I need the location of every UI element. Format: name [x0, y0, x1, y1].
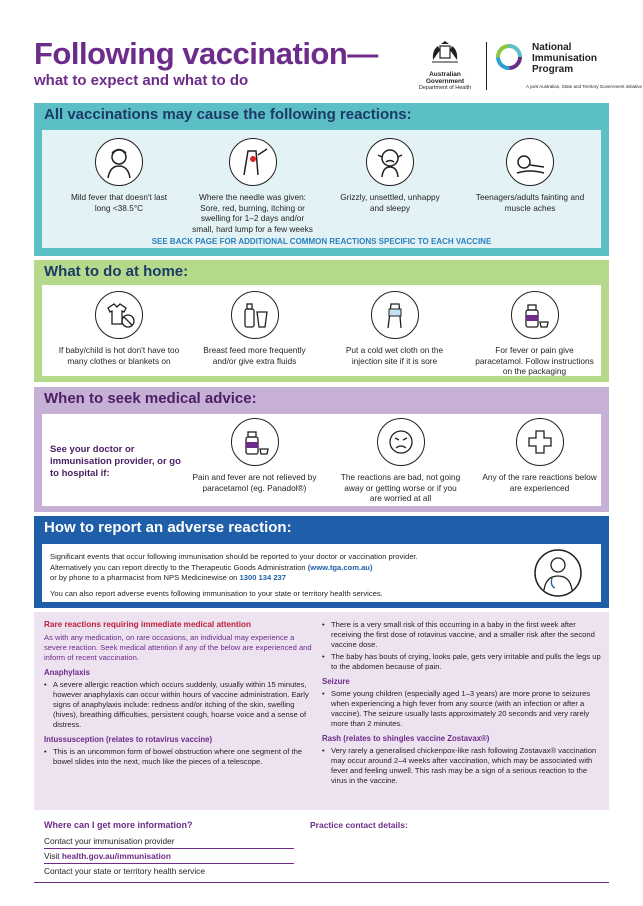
page-title: Following vaccination— — [34, 36, 378, 71]
logo-divider — [486, 42, 487, 90]
clothes-icon — [95, 291, 143, 339]
rule — [44, 863, 294, 864]
doctor-icon — [533, 548, 583, 598]
home-item: If baby/child is hot don't have too many clothes or blankets on — [54, 291, 184, 366]
bottom-rule — [34, 882, 609, 883]
rash-title: Rash (relates to shingles vaccine Zostavax®) — [322, 734, 490, 743]
crying-baby-icon — [366, 138, 414, 186]
back-page-note: SEE BACK PAGE FOR ADDITIONAL COMMON REACTIONS SPECIFIC TO EACH VACCINE — [151, 237, 492, 246]
rash-text: • Very rarely a generalised chickenpox-like rash following Zostavax® vaccination may occur around 2–4 weeks after vaccination, which may be associated with fever and feeling unwell. This rash may be a sign of a serious reaction to the virus in the vaccine. — [322, 746, 602, 786]
rare-heading: Rare reactions requiring immediate medical attention — [44, 620, 252, 629]
home-item: For fever or pain give paracetamol. Follow instructions on the packaging — [472, 291, 597, 377]
home-item: Breast feed more frequently and/or give extra fluids — [192, 291, 317, 366]
reaction-item: Mild fever that doesn't last long <38.5°C — [64, 138, 174, 213]
seizure-title: Seizure — [322, 677, 350, 686]
rule — [44, 848, 294, 849]
nip-name: National Immunisation Program — [532, 42, 598, 75]
page-header — [34, 36, 642, 98]
reactions-heading: All vaccinations may cause the following reactions: — [44, 106, 412, 123]
australian-government-logo — [410, 40, 480, 91]
report-panel — [34, 516, 609, 608]
tga-link[interactable]: (www.tga.com.au) — [307, 562, 373, 572]
medical-item: Pain and fever are not relieved by paracetamol (eg. Panadol®) — [192, 418, 317, 493]
rare-left-column — [44, 620, 314, 769]
reactions-panel — [34, 103, 609, 256]
medical-heading: When to seek medical advice: — [44, 390, 257, 407]
info-line-provider: Contact your immunisation provider — [44, 836, 175, 846]
intussusception-title: Intussusception (relates to rotavirus vaccine) — [44, 735, 213, 744]
anaphylaxis-text: • A severe allergic reaction which occurs suddenly, usually within 15 minutes, however anaphylaxis can occur within hours of vaccine administration. Early signs of anaphylaxis include: redness and/or itching of the skin, swelling (hives), breathing difficulties, persistent cough, hoarse voice and a sense of distress. — [44, 680, 314, 730]
medicine-icon — [511, 291, 559, 339]
gov-dept: Department of Health — [418, 85, 472, 91]
report-text: Significant events that occur following immunisation should be reported to your doctor or vaccination provider. Alternatively you can report directly to the Therapeutic Goods Administration (www.tga.com.au) or by phone to a pharmacist from NPS Medicinewise on 1300 134 237 You can also report adverse events following immunisation to your state or territory health services. — [50, 552, 418, 598]
practice-contact-label: Practice contact details: — [310, 820, 408, 830]
see-doctor-text: See your doctor or immunisation provider, or go to hospital if: — [50, 444, 181, 479]
medical-panel — [34, 387, 609, 512]
rare-reactions-section — [34, 612, 609, 810]
reaction-item: Where the needle was given: Sore, red, burning, itching or swelling for 1–2 days and/or small, hard lump for a few weeks — [190, 138, 315, 234]
rare-right-column — [322, 620, 602, 788]
home-panel — [34, 260, 609, 382]
health-website-link[interactable]: health.gov.au/immunisation — [61, 851, 171, 861]
nip-joint-text: A joint Australian, State and Territory Government initiative — [526, 84, 642, 89]
anaphylaxis-title: Anaphylaxis — [44, 668, 90, 677]
info-line-state: Contact your state or territory health service — [44, 866, 205, 876]
nip-ring-icon — [494, 42, 524, 72]
home-content — [42, 285, 601, 376]
child-fever-icon — [95, 138, 143, 186]
coat-of-arms-icon — [430, 40, 460, 66]
report-content — [42, 544, 601, 602]
gov-name: Australian Government — [425, 71, 465, 85]
medical-item: The reactions are bad, not going away or getting worse or if you are worried at all — [338, 418, 463, 504]
seizure-text: • Some young children (especially aged 1–3 years) are more prone to seizures when experiencing a high fever from any source (with an infection or after a vaccine). The seizure usually lasts approximately 20 seconds and very rarely more than 2 minutes. — [322, 689, 602, 729]
info-footer — [34, 816, 609, 884]
medical-item: Any of the rare reactions below are experienced — [482, 418, 597, 493]
page-subtitle: what to expect and what to do — [34, 72, 249, 89]
info-line-website: Visit health.gov.au/immunisation — [44, 851, 171, 861]
medical-cross-icon — [516, 418, 564, 466]
cold-cloth-icon — [371, 291, 419, 339]
nps-phone[interactable]: 1300 134 237 — [239, 573, 286, 582]
arm-injection-icon — [229, 138, 277, 186]
reaction-item: Grizzly, unsettled, unhappy and sleepy — [335, 138, 445, 213]
intussusception-text: • This is an uncommon form of bowel obstruction where one segment of the bowel slides into the next, much like the pieces of a telescope. — [44, 747, 314, 767]
reaction-item: Teenagers/adults fainting and muscle aches — [470, 138, 590, 213]
more-info-heading: Where can I get more information? — [44, 820, 193, 830]
intussusception-signs: • The baby has bouts of crying, looks pale, gets very irritable and pulls the legs up to the abdomen because of pain. — [322, 652, 602, 672]
fainting-person-icon — [506, 138, 554, 186]
report-heading: How to report an adverse reaction: — [44, 519, 292, 536]
rare-intro: As with any medication, on rare occasions, an individual may experience a severe reaction. Seek medical attention if any of the below are experienced and inform of recent vaccination. — [44, 633, 312, 662]
intussusception-risk: • There is a very small risk of this occurring in a baby in the first week after receiving the first dose of rotavirus vaccine, and a smaller risk after the second vaccine dose. — [322, 620, 602, 650]
medicine-bottle-icon — [231, 418, 279, 466]
bottle-glass-icon — [231, 291, 279, 339]
sick-face-icon — [377, 418, 425, 466]
home-heading: What to do at home: — [44, 263, 189, 280]
medical-content — [42, 414, 601, 506]
home-item: Put a cold wet cloth on the injection site if it is sore — [332, 291, 457, 366]
reactions-content — [42, 130, 601, 248]
